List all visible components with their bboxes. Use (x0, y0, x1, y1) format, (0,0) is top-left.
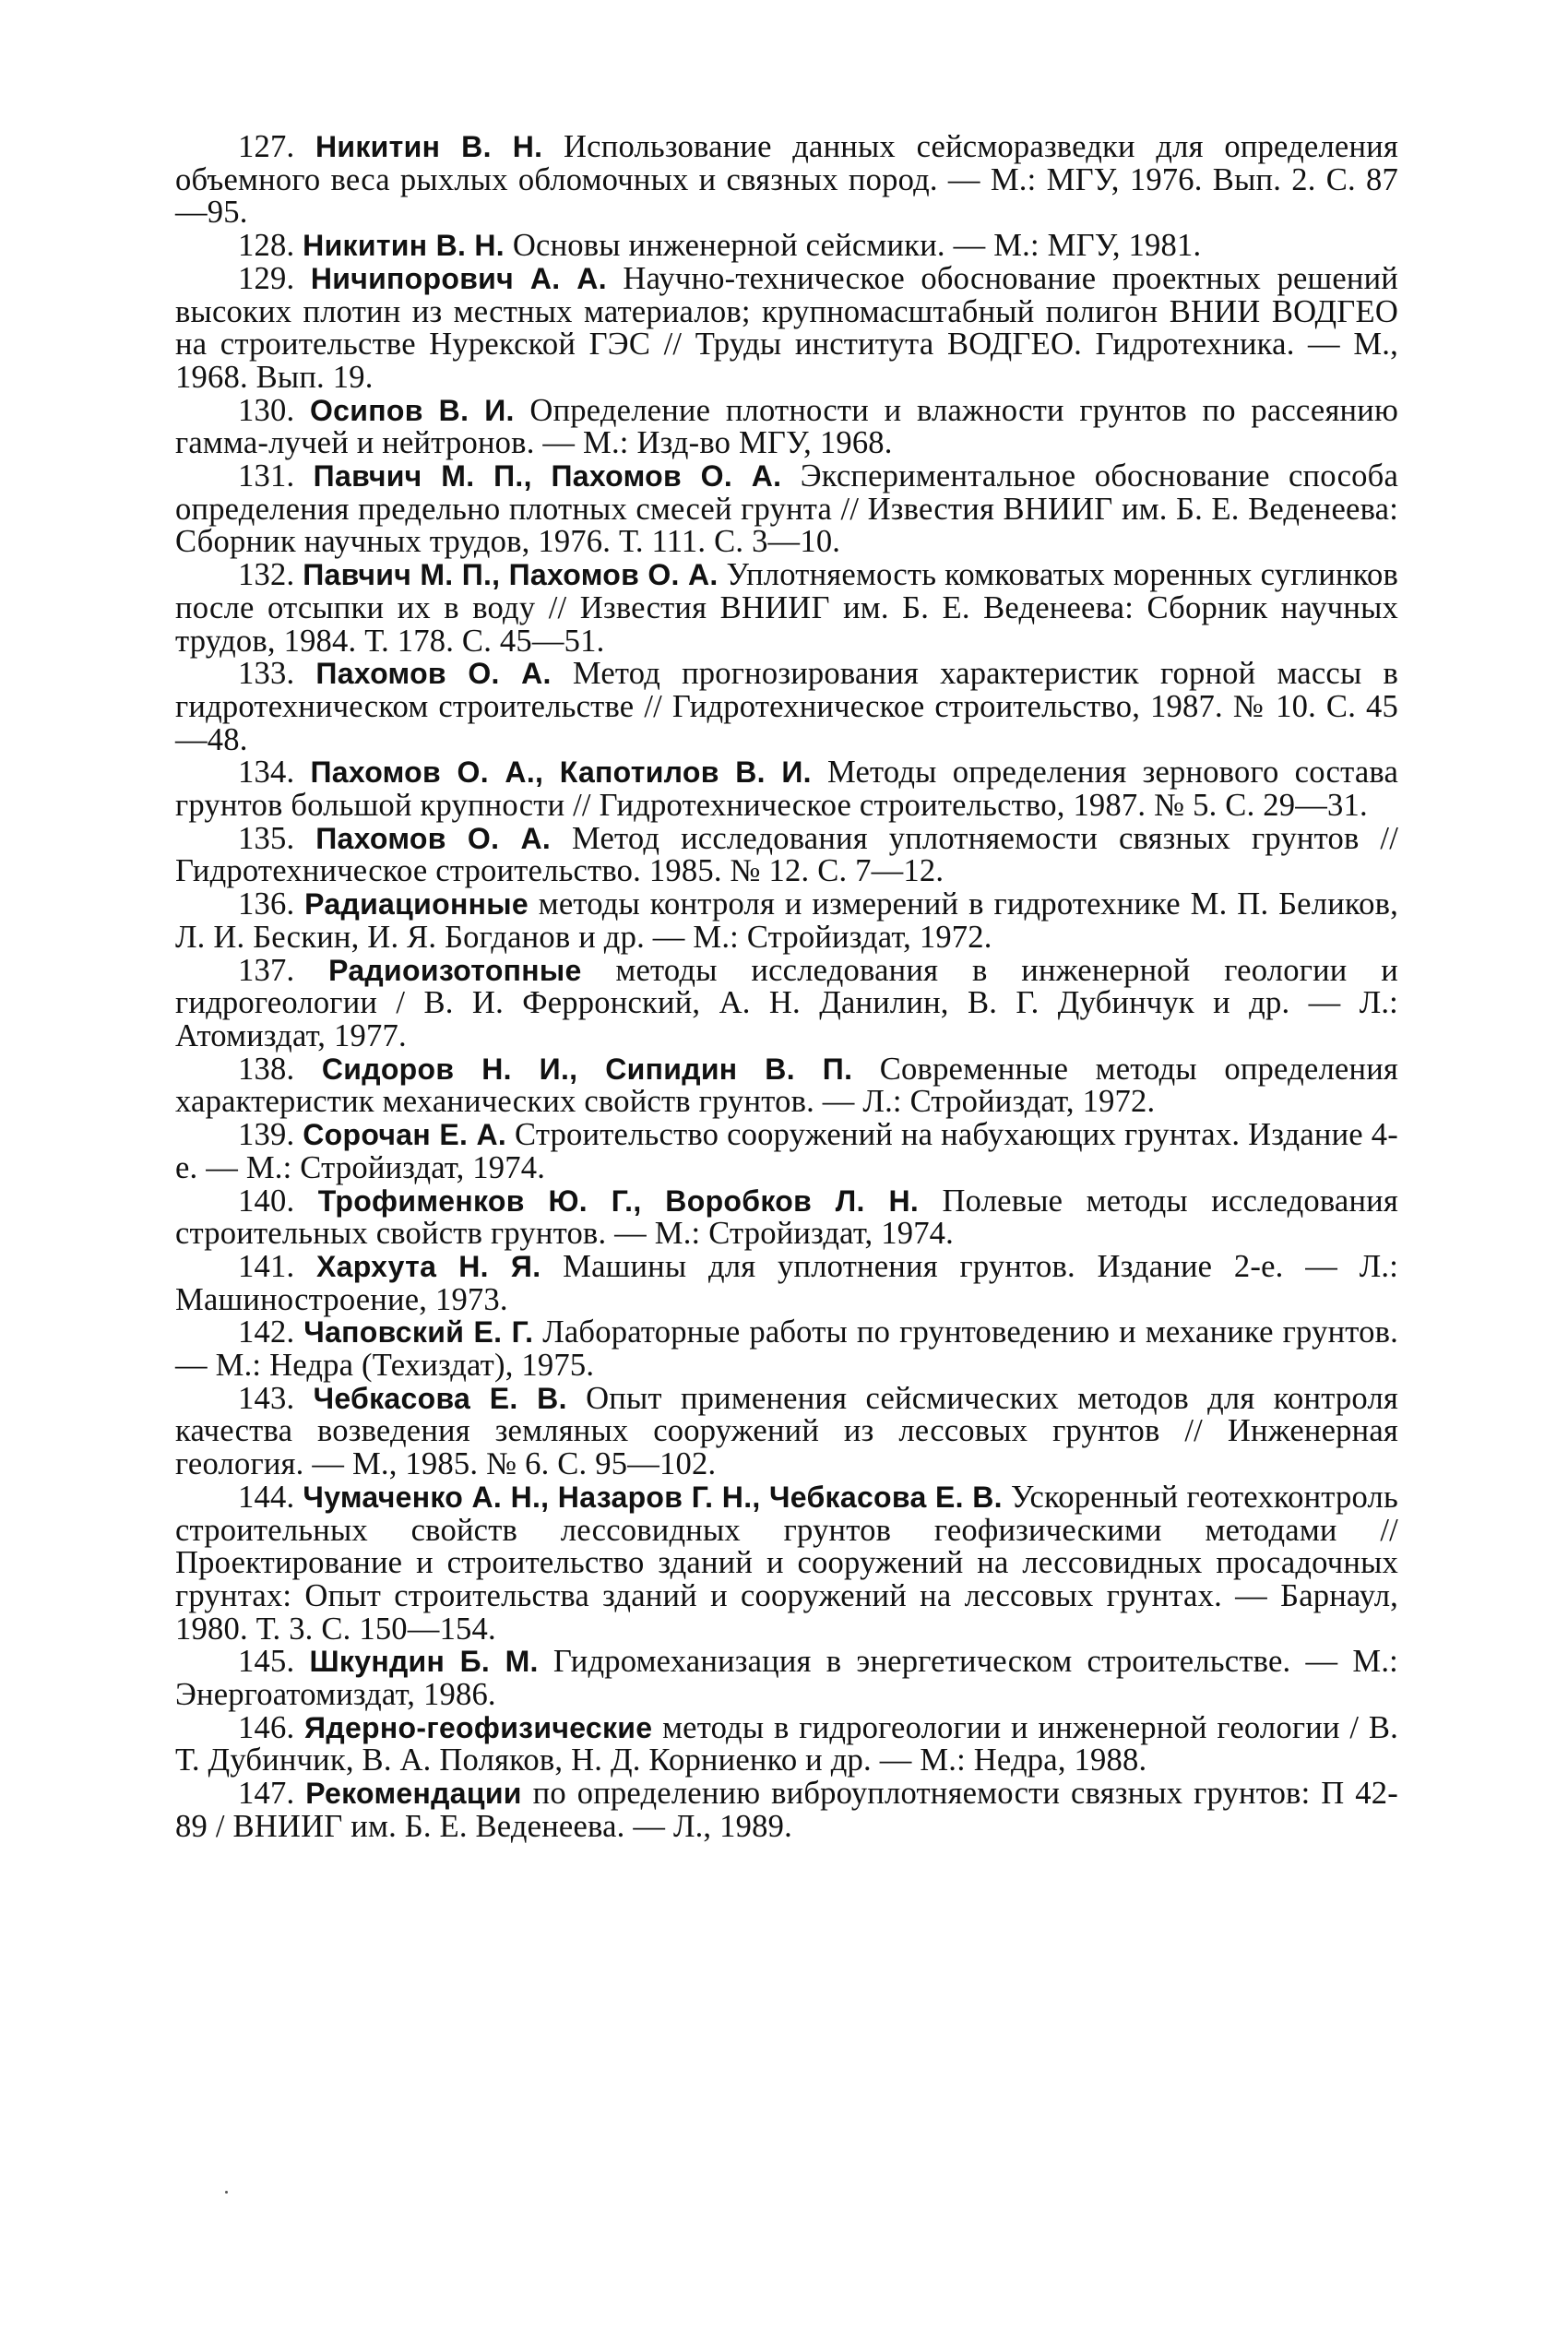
entry-author: Радиоизотопные (328, 953, 582, 987)
entry-text: Машины для уплотнения грунтов. Издание 2-е. — Л.: Машиностроение, 1973. (175, 1248, 1398, 1317)
entry-author: Трофименков Ю. Г., Воробков Л. Н. (317, 1183, 920, 1218)
entry-number: 141. (238, 1248, 295, 1284)
entry-author: Шкундин Б. М. (309, 1645, 539, 1679)
bibliography-entry-143 (175, 1380, 1399, 1482)
bibliography-entry-147 (175, 1778, 1398, 1843)
bibliography-entry-142 (175, 1316, 1398, 1382)
entry-number: 135. (238, 820, 295, 856)
bibliography-entry-139 (175, 1119, 1398, 1184)
bibliography-entry-133 (175, 658, 1398, 756)
bibliography-entry-134 (175, 756, 1398, 822)
entry-author: Никитин В. Н. (303, 229, 505, 263)
bibliography-entry-129 (175, 260, 1398, 395)
entry-author: Никитин В. Н. (315, 130, 543, 163)
entry-author: Ничипорович А. А. (310, 261, 607, 295)
entry-number: 128. (238, 228, 295, 264)
entry-text: методы исследования в инженерной геологии и гидрогеологии / В. И. Ферронский, А. Н. Данилин, В. Г. Дубинчук и др. — Л.: Атомиздат, 1977. (175, 952, 1398, 1053)
entry-text: по определению виброуплотняемости связных грунтов: П 42-89 / ВНИИГ им. Б. Е. Веденеева. — Л., 1989. (175, 1776, 1398, 1844)
entry-number: 140. (238, 1183, 295, 1219)
entry-text: Гидромеханизация в энергетическом строительстве. — М.: Энергоатомиздат, 1986. (175, 1644, 1398, 1713)
entry-author: Осипов В. И. (309, 393, 515, 427)
entry-text: Методы определения зернового состава грунтов большой крупности // Гидротехническое строительство, 1987. № 5. С. 29—31. (175, 755, 1398, 824)
bibliography-entry-144 (175, 1481, 1398, 1647)
entry-author: Чебкасова Е. В. (313, 1381, 567, 1415)
print-speck (225, 2191, 228, 2194)
entry-number: 129. (238, 260, 295, 296)
entry-author: Пахомов О. А. (315, 657, 552, 691)
entry-text: Определение плотности и влажности грунтов по рассеянию гамма-лучей и нейтронов. — М.: Изд-во МГУ, 1968. (175, 392, 1398, 461)
bibliography-entry-140 (175, 1185, 1398, 1251)
entry-text: Использование данных сейсморазведки для определения объемного веса рыхлых обломочных и связных пород. — М.: МГУ, 1976. Вып. 2. С. 87—95. (175, 129, 1398, 231)
entry-number: 133. (238, 656, 295, 692)
entry-author: Павчич М. П., Пахомов О. А. (313, 459, 782, 494)
entry-number: 131. (238, 458, 295, 494)
entry-text: Научно-техническое обоснование проектных решений высоких плотин из местных материалов; крупномасштабный полигон ВНИИ ВОДГЕО на строительстве Нурекской ГЭС // Труды института ВОДГЕО. Гидротехника. — М., 1968. Вып. 19. (175, 260, 1398, 395)
entry-number: 145. (238, 1644, 295, 1680)
entry-text: Лабораторные работы по грунтоведению и механике грунтов. — М.: Недра (Техиздат), 1975. (175, 1314, 1398, 1384)
entry-number: 138. (238, 1051, 295, 1087)
entry-number: 142. (238, 1314, 295, 1350)
entry-number: 144. (238, 1479, 295, 1515)
bibliography-entry-136 (175, 888, 1398, 954)
entry-number: 136. (238, 886, 295, 922)
entry-text: Ускоренный геотехконтроль строительных свойств лессовидных грунтов геофизическими методами // Проектирование и строительство зданий и сооружений на лессовидных просадочных грунтах: Опыт строительства зданий и сооружений на лессовых грунтах. — Барнаул, 1980. Т. 3. С. 150—154. (175, 1479, 1398, 1647)
bibliography-entry-135 (175, 820, 1399, 889)
entry-text: методы в гидрогеологии и инженерной геологии / В. Т. Дубинчик, В. А. Поляков, Н. Д. Корниенко и др. — М.: Недра, 1988. (175, 1709, 1398, 1778)
entry-number: 137. (238, 952, 295, 988)
entry-number: 146. (238, 1709, 295, 1745)
entry-text: Уплотняемость комковатых моренных суглинков после отсыпки их в воду // Известия ВНИИГ им. Б. Е. Веденеева: Сборник научных трудов, 1984. Т. 178. С. 45—51. (175, 557, 1398, 659)
entry-text: Опыт применения сейсмических методов для контроля качества возведения земляных сооружений из лессовых грунтов // Инженерная геология. — М., 1985. № 6. С. 95—102. (175, 1380, 1399, 1482)
entry-author: Пахомов О. А. (315, 821, 552, 855)
bibliography-entry-130 (175, 392, 1398, 461)
entry-number: 134. (238, 755, 295, 791)
entry-number: 147. (238, 1776, 295, 1812)
entry-text: Современные методы определения характеристик механических свойств грунтов. — Л.: Стройиздат, 1972. (175, 1051, 1398, 1120)
bibliography-entry-127 (175, 131, 1398, 230)
entry-text: Метод прогнозирования характеристик горной массы в гидротехническом строительстве // Гидротехническое строительство, 1987. № 10. С. 45—48. (175, 656, 1398, 757)
entry-author: Рекомендации (305, 1777, 522, 1811)
entry-author: Сидоров Н. И., Сипидин В. П. (321, 1052, 853, 1086)
entry-author: Чаповский Е. Г. (303, 1315, 534, 1350)
bibliography-entry-128 (175, 230, 1398, 263)
entry-number: 127. (238, 129, 295, 164)
entry-number: 130. (238, 392, 295, 428)
bibliography-entry-131 (175, 460, 1398, 559)
bibliography-page (175, 131, 1398, 1844)
entry-author: Чумаченко А. Н., Назаров Г. Н., Чебкасова Е. В. (303, 1480, 1003, 1514)
bibliography-entry-138 (175, 1053, 1398, 1119)
bibliography-entry-146 (175, 1709, 1398, 1778)
entry-author: Хархута Н. Я. (316, 1249, 541, 1283)
entry-author: Сорочан Е. А. (303, 1118, 507, 1152)
entry-text: методы контроля и измерений в гидротехнике М. П. Беликов, Л. И. Бескин, И. Я. Богданов и др. — М.: Стройиздат, 1972. (175, 886, 1398, 955)
entry-text: Полевые методы исследования строительных свойств грунтов. — М.: Стройиздат, 1974. (175, 1183, 1398, 1252)
entry-text: Строительство сооружений на набухающих грунтах. Издание 4-е. — М.: Стройиздат, 1974. (175, 1117, 1398, 1185)
entry-number: 143. (238, 1380, 295, 1416)
bibliography-entry-132 (175, 559, 1398, 658)
entry-author: Пахомов О. А., Капотилов В. И. (310, 755, 812, 790)
entry-author: Радиационные (304, 887, 529, 922)
entry-text: Экспериментальное обоснование способа определения предельно плотных смесей грунта // Известия ВНИИГ им. Б. Е. Веденеева: Сборник научных трудов, 1976. Т. 111. С. 3—10. (175, 458, 1398, 560)
bibliography-entry-141 (175, 1248, 1398, 1317)
entry-text: Основы инженерной сейсмики. — М.: МГУ, 1981. (505, 228, 1202, 264)
entry-number: 139. (238, 1117, 295, 1153)
entry-number: 132. (238, 557, 295, 593)
bibliography-entry-137 (175, 952, 1398, 1053)
entry-text: Метод исследования уплотняемости связных грунтов // Гидротехническое строительство. 1985. № 12. С. 7—12. (175, 820, 1399, 889)
entry-author: Павчич М. П., Пахомов О. А. (303, 558, 719, 592)
bibliography-entry-145 (175, 1646, 1398, 1711)
entry-author: Ядерно-геофизические (304, 1710, 653, 1744)
